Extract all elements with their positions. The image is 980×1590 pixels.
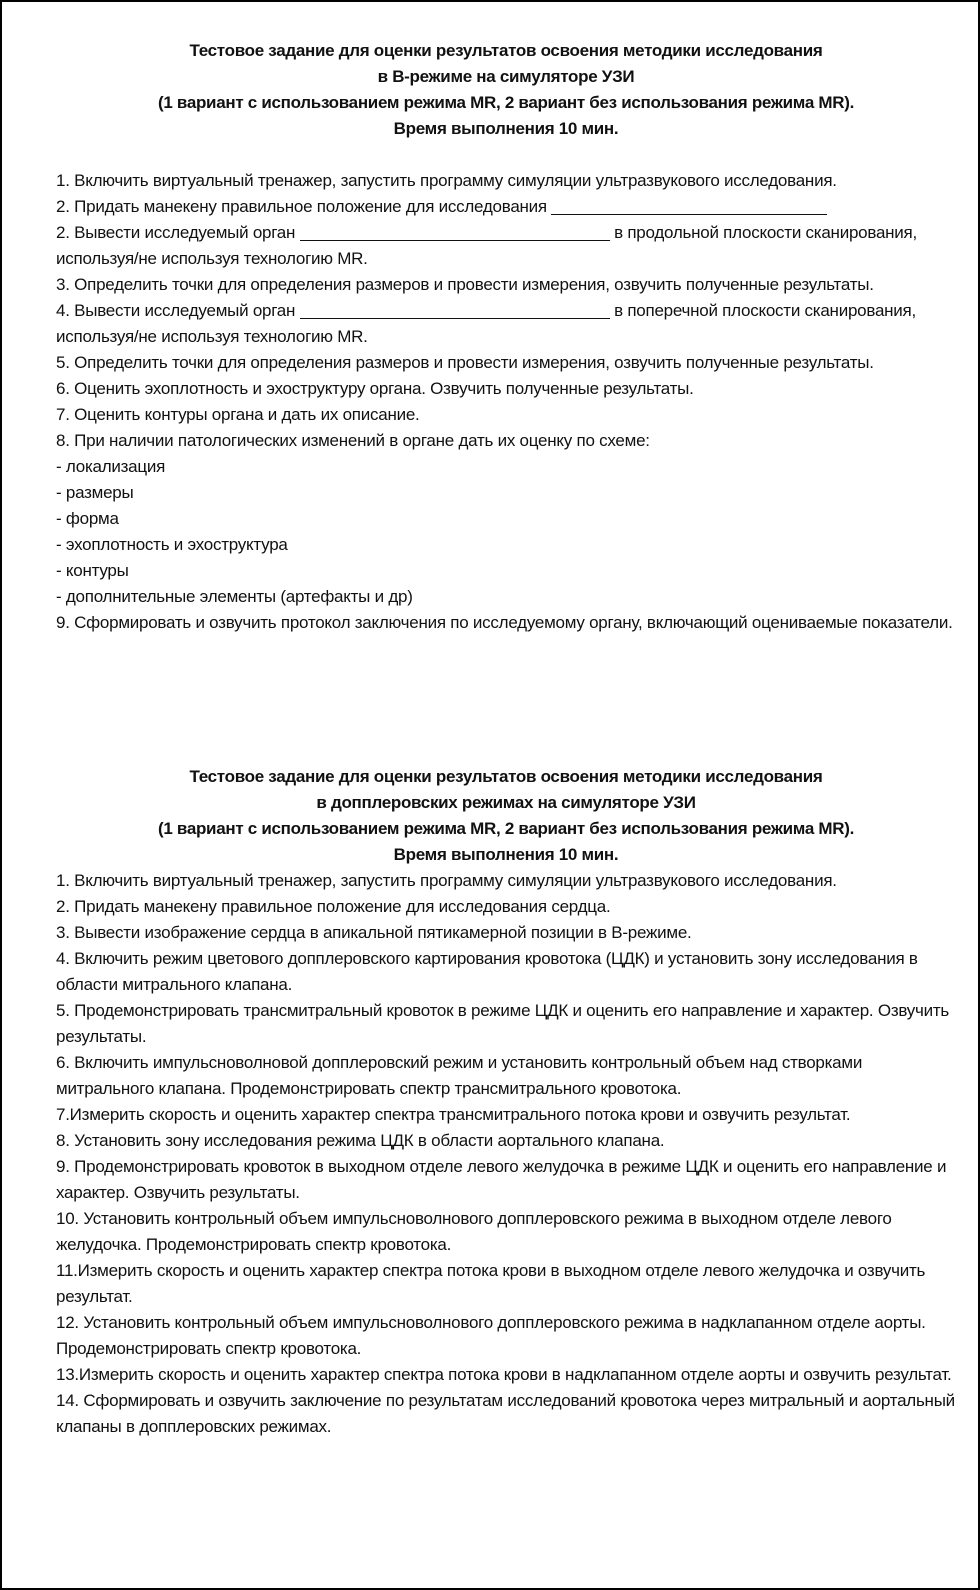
criteria-item: - локализация <box>56 457 166 476</box>
fill-in-blank-organ-transverse[interactable] <box>300 300 610 319</box>
task-item: 10. Установить контрольный объем импульсноволнового допплеровского режима в выходном отделе левого желудочка. Продемонстрировать спектр кровотока. <box>56 1209 892 1254</box>
task-item: 6. Включить импульсноволновой допплеровский режим и установить контрольный объем над створками митрального клапана. Продемонстрировать спектр трансмитрального кровотока. <box>56 1053 863 1098</box>
task-item: 5. Продемонстрировать трансмитральный кровоток в режиме ЦДК и оценить его направление и характер. Озвучить результаты. <box>56 1001 950 1046</box>
section2-title-line1: Тестовое задание для оценки результатов освоения методики исследования <box>189 767 823 786</box>
task-item: 6. Оценить эхоплотность и эхоструктуру органа. Озвучить полученные результаты. <box>56 379 694 398</box>
section1-task-list <box>56 168 956 636</box>
task-item: 8. При наличии патологических изменений в органе дать их оценку по схеме: <box>56 431 650 450</box>
section2-heading <box>56 764 956 868</box>
section1-title-line1: Тестовое задание для оценки результатов освоения методики исследования <box>189 41 823 60</box>
criteria-item: - дополнительные элементы (артефакты и др) <box>56 587 413 606</box>
task-text: 2. Придать манекену правильное положение для исследования <box>56 197 552 216</box>
task-item: 9. Продемонстрировать кровоток в выходном отделе левого желудочка в режиме ЦДК и оценить его направление и характер. Озвучить результаты. <box>56 1157 947 1202</box>
section1-title-line4: Время выполнения 10 мин. <box>393 119 619 138</box>
task-item: 3. Определить точки для определения размеров и провести измерения, озвучить полученные результаты. <box>56 275 874 294</box>
task-item-with-blank <box>56 298 956 350</box>
section2-task-list <box>56 868 956 1440</box>
task-item: 8. Установить зону исследования режима ЦДК в области аортального клапана. <box>56 1131 665 1150</box>
criteria-item: - размеры <box>56 483 134 502</box>
task-item-with-blank <box>56 220 956 272</box>
task-item: 12. Установить контрольный объем импульсноволнового допплеровского режима в надклапанном отделе аорты. Продемонстрировать спектр кровотока. <box>56 1313 926 1358</box>
criteria-item: - форма <box>56 509 119 528</box>
task-item: 11.Измерить скорость и оценить характер спектра потока крови в выходном отделе левого желудочка и озвучить результат. <box>56 1261 926 1306</box>
task-item-with-blank <box>56 194 956 220</box>
task-text: 4. Вывести исследуемый орган <box>56 301 300 320</box>
section2-title-line2: в допплеровских режимах на симуляторе УЗИ <box>316 793 696 812</box>
task-item: 5. Определить точки для определения размеров и провести измерения, озвучить полученные результаты. <box>56 353 874 372</box>
task-text: в продольной плоскости сканирования, используя/не используя технологию MR. <box>56 223 917 268</box>
task-item: 4. Включить режим цветового допплеровского картирования кровотока (ЦДК) и установить зону исследования в области митрального клапана. <box>56 949 918 994</box>
task-text: в поперечной плоскости сканирования, используя/не используя технологию MR. <box>56 301 916 346</box>
task-item: 7. Оценить контуры органа и дать их описание. <box>56 405 420 424</box>
section1-heading <box>56 38 956 142</box>
section2-title-line3: (1 вариант с использованием режима MR, 2 вариант без использования режима MR). <box>157 819 855 838</box>
task-item: 1. Включить виртуальный тренажер, запустить программу симуляции ультразвукового исследования. <box>56 871 837 890</box>
criteria-item: - эхоплотность и эхоструктура <box>56 535 288 554</box>
section1-title-line2: в В-режиме на симуляторе УЗИ <box>377 67 635 86</box>
task-item: 7.Измерить скорость и оценить характер спектра трансмитрального потока крови и озвучить результат. <box>56 1105 851 1124</box>
task-item: 2. Придать манекену правильное положение для исследования сердца. <box>56 897 611 916</box>
section1-title-line3: (1 вариант с использованием режима MR, 2 вариант без использования режима MR). <box>157 93 855 112</box>
task-item: 13.Измерить скорость и оценить характер спектра потока крови в надклапанном отделе аорты и озвучить результат. <box>56 1365 952 1384</box>
task-item: 3. Вывести изображение сердца в апикальной пятикамерной позиции в В-режиме. <box>56 923 692 942</box>
task-item: 9. Сформировать и озвучить протокол заключения по исследуемому органу, включающий оцениваемые показатели. <box>56 613 953 632</box>
task-item: 1. Включить виртуальный тренажер, запустить программу симуляции ультразвукового исследования. <box>56 171 837 190</box>
fill-in-blank-position[interactable] <box>551 196 827 215</box>
fill-in-blank-organ-longitudinal[interactable] <box>300 222 610 241</box>
task-text: 2. Вывести исследуемый орган <box>56 223 300 242</box>
task-item: 14. Сформировать и озвучить заключение по результатам исследований кровотока через митральный и аортальный клапаны в допплеровских режимах. <box>56 1391 955 1436</box>
criteria-item: - контуры <box>56 561 129 580</box>
section2-title-line4: Время выполнения 10 мин. <box>393 845 619 864</box>
